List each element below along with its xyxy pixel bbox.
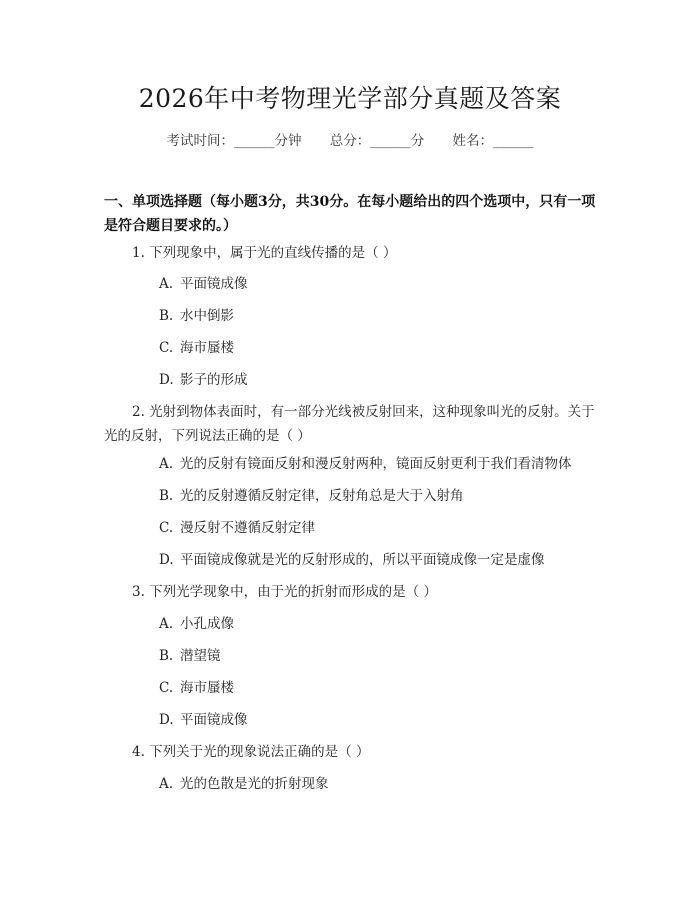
- section-heading: 一、单项选择题（每小题3分，共30分。在每小题给出的四个选项中，只有一项是符合题目要求的。）: [104, 194, 596, 234]
- question-3-option-a: [159, 613, 599, 635]
- option-text: 小孔成像: [180, 616, 234, 632]
- exam-time-field: 考试时间：______分钟: [166, 133, 302, 149]
- option-letter: D.: [159, 712, 174, 728]
- option-letter: B.: [159, 648, 174, 664]
- option-letter: A.: [159, 776, 174, 792]
- option-letter: A.: [159, 276, 174, 292]
- option-text: 平面镜成像: [180, 712, 248, 728]
- option-letter: C.: [159, 340, 174, 356]
- option-text: 海市蜃楼: [180, 680, 234, 696]
- option-text: 光的色散是光的折射现象: [180, 776, 329, 792]
- question-1-option-a: [159, 273, 599, 295]
- option-text: 平面镜成像: [180, 276, 248, 292]
- question-1-option-d: [159, 369, 599, 391]
- question-2-stem: 2. 光射到物体表面时，有一部分光线被反射回来，这种现象叫光的反射。关于光的反射，下列说法正确的是（ ）: [104, 404, 595, 444]
- question-2-option-c: [159, 517, 599, 539]
- question-2-option-a: [159, 453, 599, 475]
- question-3-option-c: [159, 677, 599, 699]
- option-text: 光的反射有镜面反射和漫反射两种，镜面反射更利于我们看清物体: [180, 456, 572, 472]
- option-text: 影子的形成: [180, 372, 248, 388]
- option-text: 光的反射遵循反射定律，反射角总是大于入射角: [180, 488, 464, 504]
- option-text: 平面镜成像就是光的反射形成的，所以平面镜成像一定是虚像: [180, 552, 545, 568]
- question-4-stem: 4. 下列关于光的现象说法正确的是（ ）: [132, 744, 370, 760]
- question-4-option-a: [159, 773, 599, 795]
- question-3-option-d: [159, 709, 599, 731]
- option-letter: D.: [159, 552, 174, 568]
- question-3-option-b: [159, 645, 599, 667]
- question-2-option-d: [159, 549, 599, 571]
- exam-meta: [0, 131, 700, 151]
- option-text: 漫反射不遵循反射定律: [180, 520, 315, 536]
- total-score-field: 总分：______分: [329, 133, 425, 149]
- option-text: 水中倒影: [180, 308, 234, 324]
- question-3-stem: 3. 下列光学现象中，由于光的折射而形成的是（ ）: [132, 584, 437, 600]
- option-letter: B.: [159, 308, 174, 324]
- option-letter: C.: [159, 680, 174, 696]
- question-1-option-b: [159, 305, 599, 327]
- page-title: 2026年中考物理光学部分真题及答案: [138, 84, 562, 113]
- option-text: 海市蜃楼: [180, 340, 234, 356]
- question-1-stem: 1. 下列现象中，属于光的直线传播的是（ ）: [132, 245, 397, 261]
- option-letter: D.: [159, 372, 174, 388]
- student-name-field: 姓名：______: [452, 133, 534, 149]
- option-letter: A.: [159, 456, 174, 472]
- option-text: 潜望镜: [180, 648, 221, 664]
- question-2-option-b: [159, 485, 599, 507]
- question-1-option-c: [159, 337, 599, 359]
- option-letter: B.: [159, 488, 174, 504]
- option-letter: A.: [159, 616, 174, 632]
- option-letter: C.: [159, 520, 174, 536]
